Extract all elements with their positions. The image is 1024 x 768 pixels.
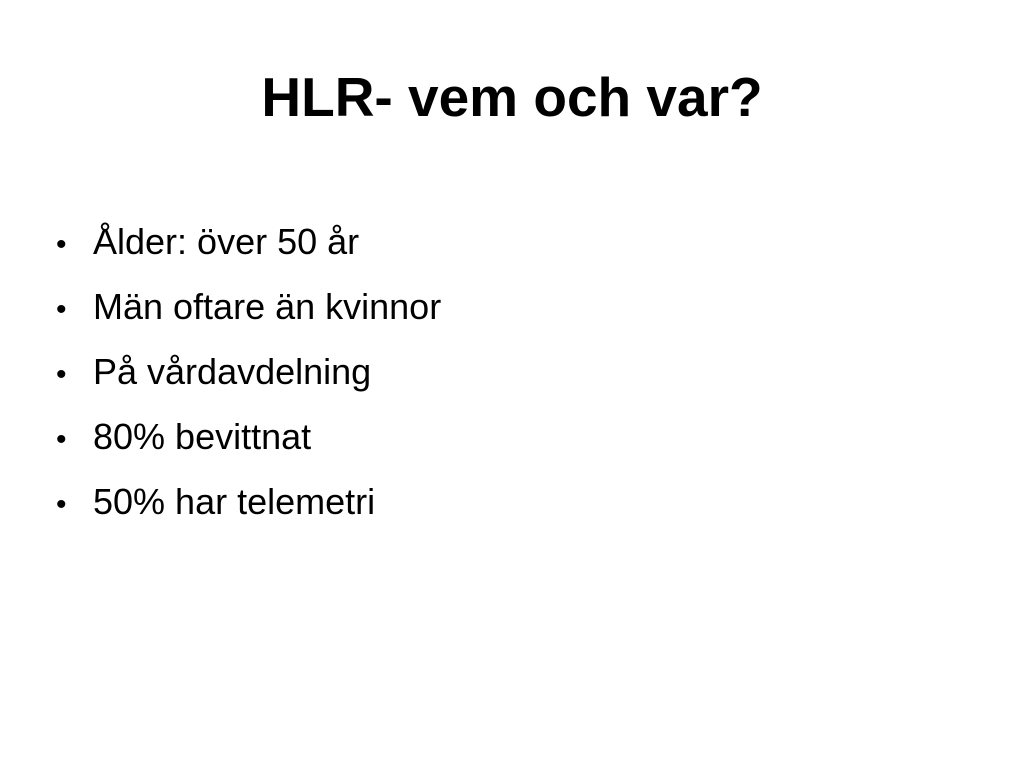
list-item: [56, 216, 441, 281]
bullet-icon: •: [56, 228, 67, 261]
bullet-list: [56, 216, 441, 541]
list-item: [56, 476, 441, 541]
list-item: [56, 281, 441, 346]
bullet-text: På vårdavdelning: [93, 351, 372, 392]
bullet-text: Män oftare än kvinnor: [93, 286, 442, 327]
bullet-text: Ålder: över 50 år: [93, 221, 360, 262]
list-item: [56, 411, 441, 476]
list-item: [56, 346, 441, 411]
slide-title: HLR- vem och var?: [261, 66, 763, 128]
bullet-icon: •: [56, 423, 67, 456]
bullet-text: 50% har telemetri: [93, 481, 376, 522]
bullet-icon: •: [56, 358, 67, 391]
bullet-icon: •: [56, 488, 67, 521]
bullet-text: 80% bevittnat: [93, 416, 312, 457]
bullet-icon: •: [56, 293, 67, 326]
